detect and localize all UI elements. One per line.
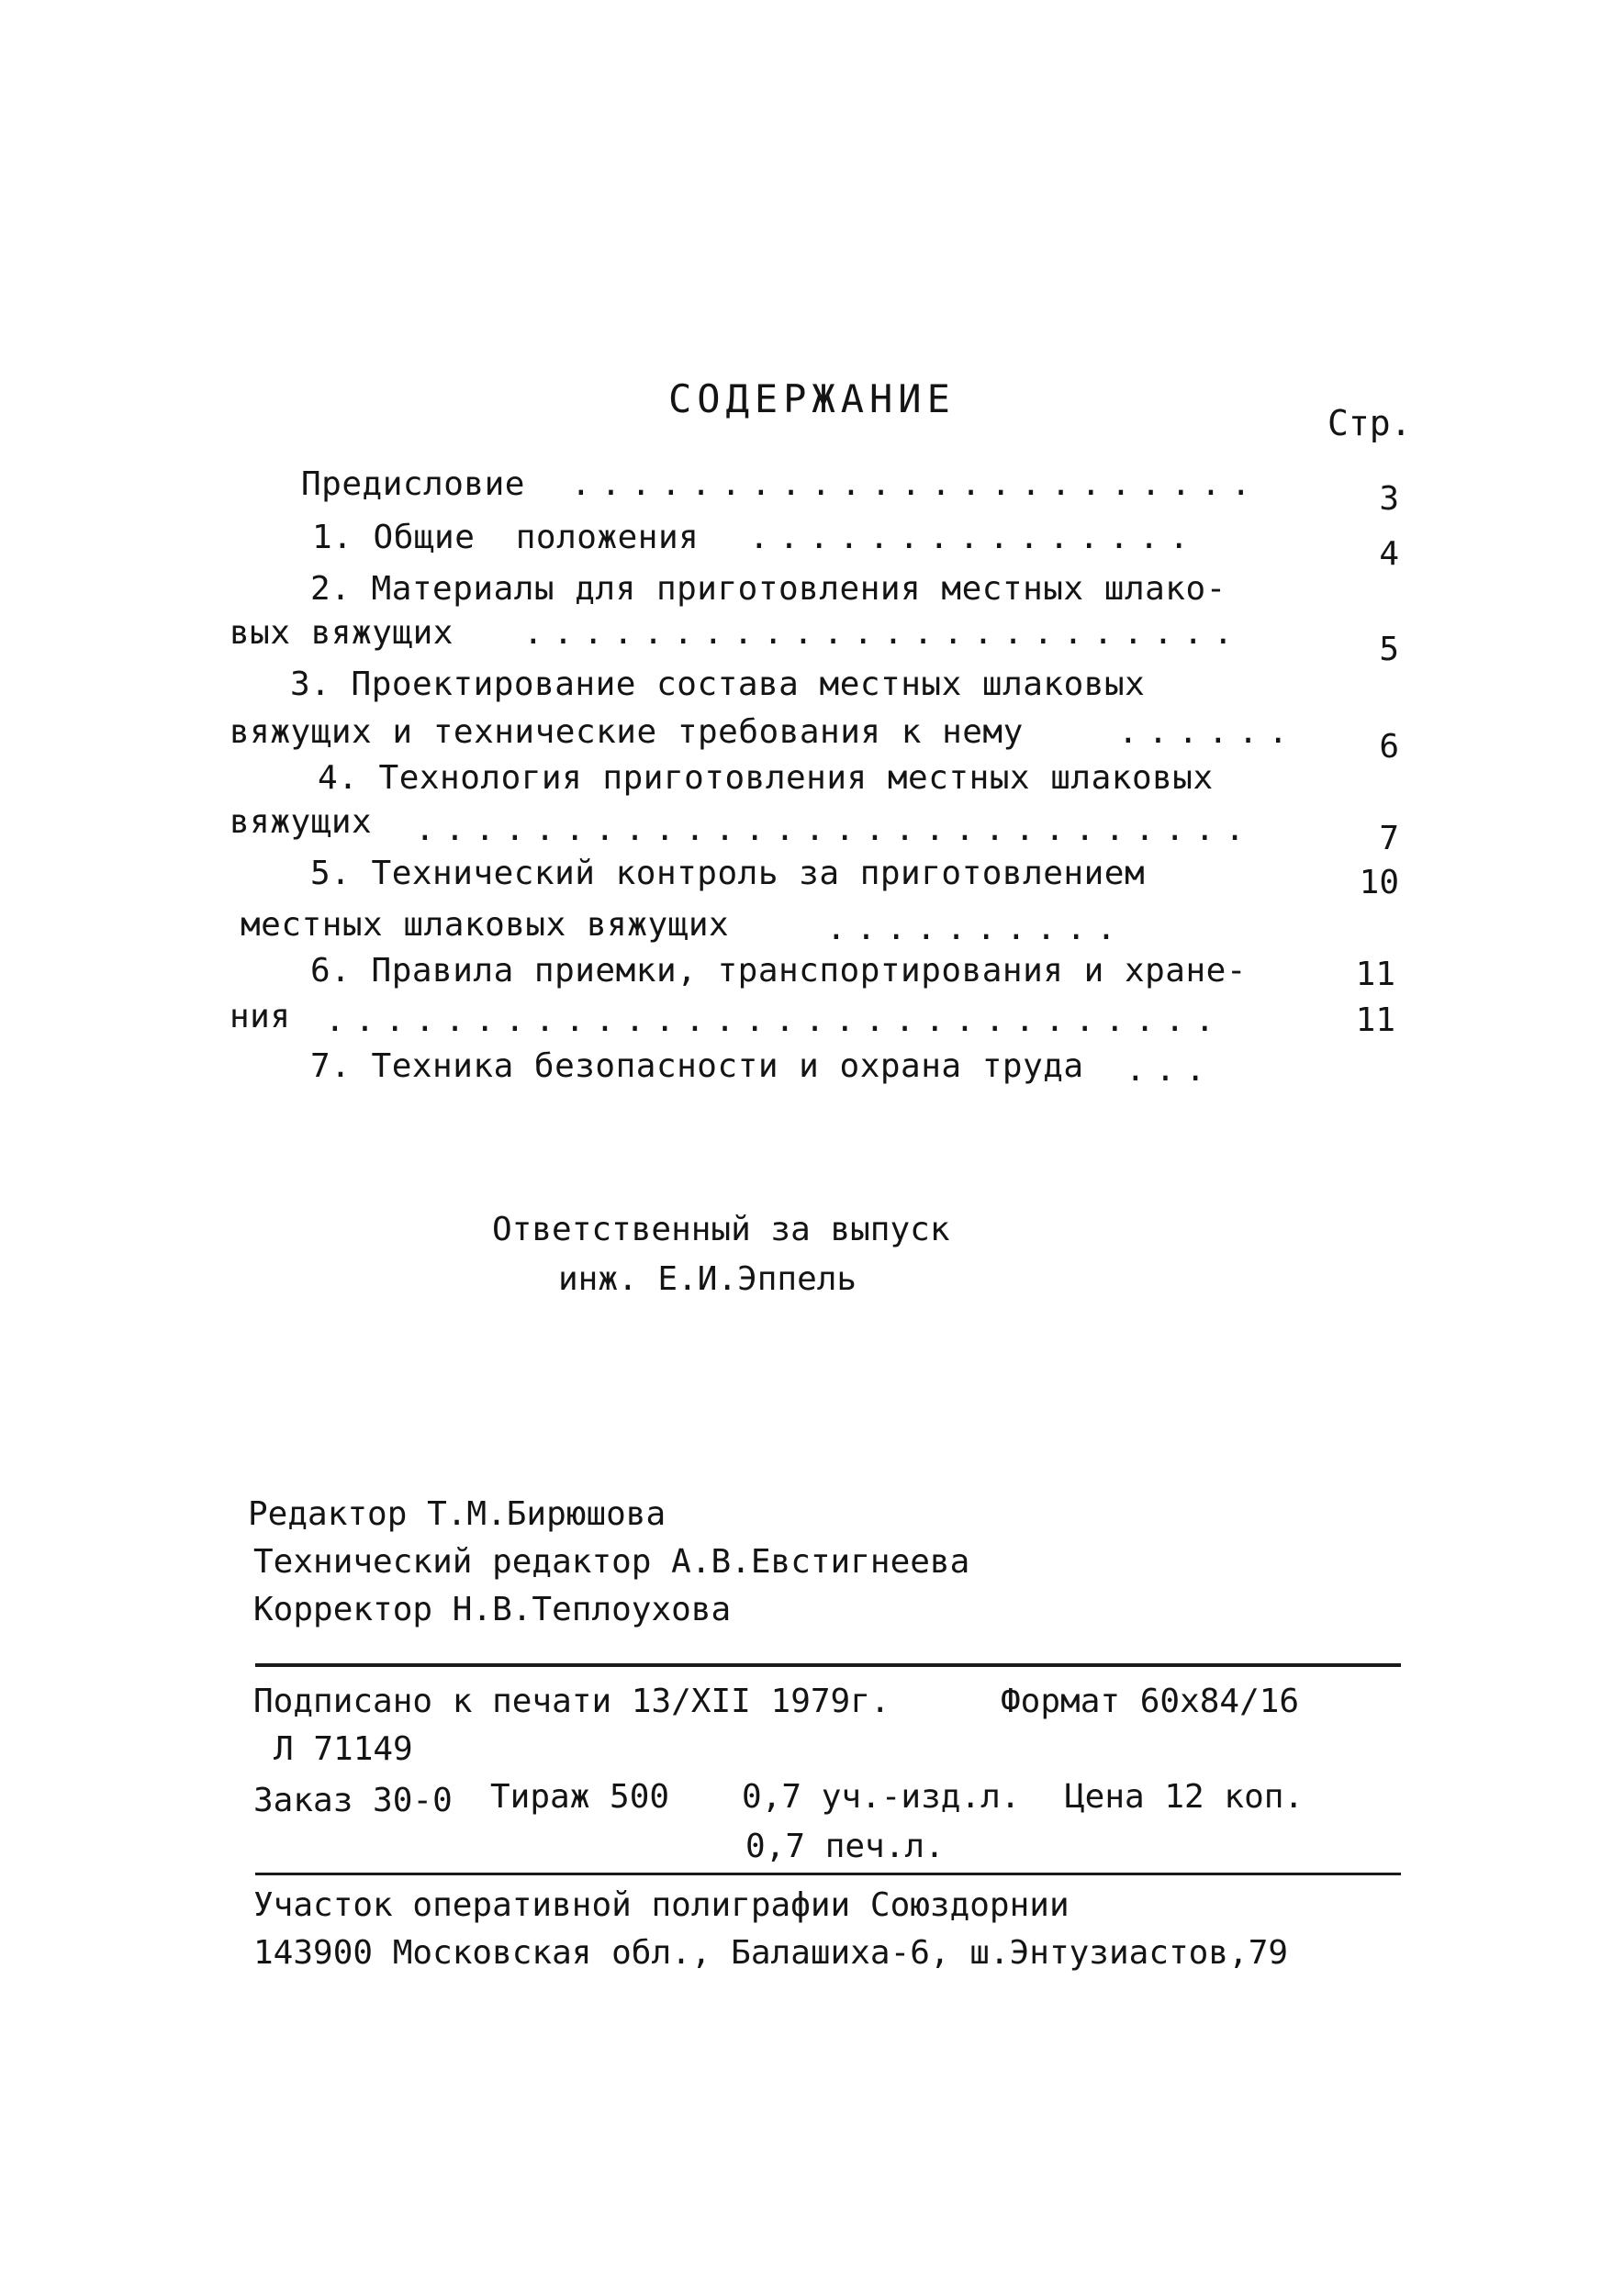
toc-entry-1: 1. Общие положения bbox=[312, 519, 700, 556]
toc-entry-preface: Предисловие bbox=[301, 465, 525, 503]
page-column-label: Стр. bbox=[1327, 403, 1412, 443]
toc-leader-dots: ........................ bbox=[523, 614, 1244, 652]
toc-entry-4: 4. Технология приготовления местных шлаковых bbox=[318, 759, 1214, 797]
toc-leader-dots: ... bbox=[1126, 1051, 1216, 1089]
credit-editor: Редактор Т.М.Бирюшова bbox=[248, 1495, 666, 1533]
imprint-format: Формат 60х84/16 bbox=[1001, 1683, 1300, 1720]
toc-title: СОДЕРЖАНИЕ bbox=[668, 376, 956, 421]
imprint-order: Заказ 30-0 bbox=[253, 1782, 453, 1819]
toc-entry-5: 5. Технический контроль за приготовлением bbox=[310, 855, 1146, 892]
toc-page-number: 10 bbox=[1359, 864, 1399, 901]
toc-entry-3: 3. Проектирование состава местных шлаковых bbox=[290, 666, 1146, 703]
imprint-pub-sheets: 0,7 уч.-изд.л. bbox=[742, 1778, 1021, 1816]
credit-tech-editor: Технический редактор А.В.Евстигнеева bbox=[253, 1543, 970, 1581]
toc-leader-dots: ...... bbox=[1118, 713, 1299, 751]
responsible-name: инж. Е.И.Эппель bbox=[558, 1260, 857, 1298]
toc-page-number: 5 bbox=[1379, 631, 1399, 668]
toc-entry-4-cont: вяжущих bbox=[230, 803, 373, 841]
toc-page-number: 11 bbox=[1355, 1001, 1395, 1039]
toc-entry-2: 2. Материалы для приготовления местных шлако- bbox=[310, 570, 1226, 608]
toc-entry-3-cont: вяжущих и технические требования к нему bbox=[230, 713, 1024, 751]
credit-corrector: Корректор Н.В.Теплоухова bbox=[253, 1591, 732, 1628]
responsible-label: Ответственный за выпуск bbox=[492, 1211, 950, 1248]
toc-page-number: 3 bbox=[1379, 480, 1399, 518]
imprint-price: Цена 12 коп. bbox=[1065, 1778, 1305, 1816]
imprint-print-run: Тираж 500 bbox=[490, 1778, 670, 1816]
toc-page-number: 4 bbox=[1379, 535, 1399, 573]
toc-page-number: 11 bbox=[1355, 956, 1395, 993]
imprint-code: Л 71149 bbox=[274, 1730, 413, 1768]
toc-leader-dots: ....................... bbox=[571, 465, 1261, 503]
imprint-print-sheets: 0,7 печ.л. bbox=[745, 1828, 945, 1865]
toc-entry-2-cont: вых вяжущих bbox=[230, 614, 454, 652]
toc-leader-dots: ............... bbox=[749, 519, 1200, 556]
toc-entry-6-cont: ния bbox=[230, 998, 291, 1035]
toc-entry-5-cont: местных шлаковых вяжущих bbox=[241, 906, 730, 944]
publisher-name: Участок оперативной полиграфии Союздорнии bbox=[253, 1886, 1070, 1924]
toc-leader-dots: ............................ bbox=[415, 811, 1255, 848]
toc-page-number: 7 bbox=[1379, 820, 1399, 857]
toc-page-number: 6 bbox=[1379, 728, 1399, 766]
toc-leader-dots: .......... bbox=[826, 910, 1126, 947]
toc-leader-dots: .............................. bbox=[325, 1001, 1226, 1039]
divider-rule bbox=[255, 1663, 1401, 1667]
publisher-address: 143900 Московская обл., Балашиха-6, ш.Энтузиастов,79 bbox=[253, 1934, 1289, 1972]
toc-entry-7: 7. Техника безопасности и охрана труда bbox=[310, 1047, 1084, 1085]
toc-entry-6: 6. Правила приемки, транспортирования и хране- bbox=[310, 952, 1247, 990]
imprint-signed: Подписано к печати 13/XII 1979г. bbox=[253, 1683, 890, 1720]
divider-rule bbox=[255, 1873, 1401, 1875]
